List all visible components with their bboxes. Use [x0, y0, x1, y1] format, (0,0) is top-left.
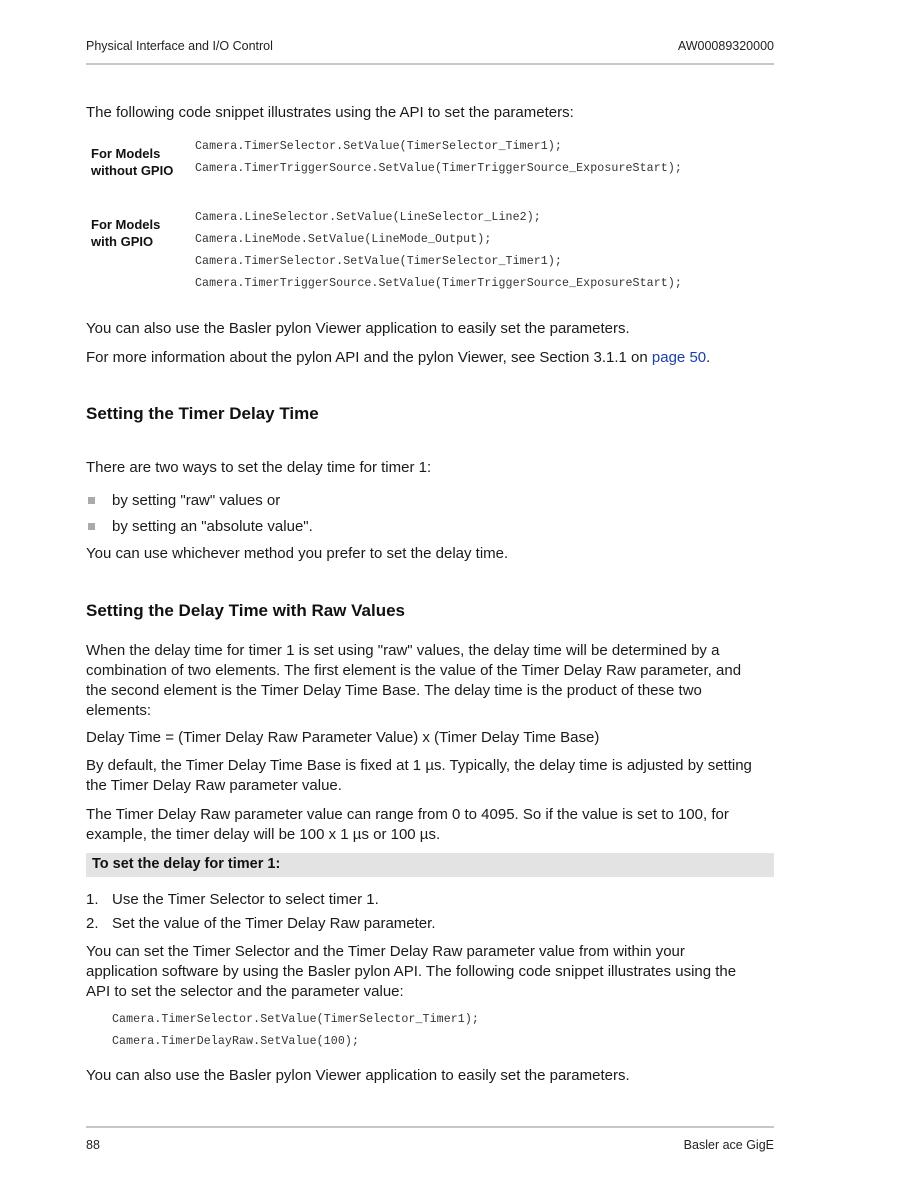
text-line: combination of two elements. The first element is the value of the Timer Delay Raw parameter, and — [86, 662, 742, 679]
text-line: example, the timer delay will be 100 x 1 µs or 100 µs. — [86, 826, 441, 843]
code-group-label — [91, 145, 173, 179]
label-line: For Models — [91, 217, 161, 232]
bullet-marker — [88, 497, 95, 504]
code-line: Camera.TimerTriggerSource.SetValue(TimerTriggerSource_ExposureStart); — [195, 162, 682, 175]
code-group-label — [91, 216, 160, 250]
paragraph: There are two ways to set the delay time for timer 1: — [86, 459, 432, 476]
code-line: Camera.TimerTriggerSource.SetValue(TimerTriggerSource_ExposureStart); — [195, 277, 682, 290]
page-link[interactable]: page 50 — [651, 349, 707, 366]
code-line: Camera.TimerSelector.SetValue(TimerSelector_Timer1); — [195, 255, 562, 268]
paragraph — [86, 942, 776, 1002]
page-number: 88 — [86, 1138, 100, 1152]
paragraph — [86, 805, 776, 845]
header-rule — [86, 63, 774, 65]
step-text: Set the value of the Timer Delay Raw parameter. — [112, 915, 436, 932]
bullet-marker — [88, 523, 95, 530]
step — [86, 914, 776, 934]
section-heading: Setting the Delay Time with Raw Values — [86, 601, 405, 620]
step-number: 1. — [86, 891, 99, 908]
paragraph: You can use whichever method you prefer to set the delay time. — [86, 545, 509, 562]
formula: Delay Time = (Timer Delay Raw Parameter Value) x (Timer Delay Time Base) — [86, 729, 600, 746]
paragraph — [86, 641, 776, 721]
text-line: The Timer Delay Raw parameter value can range from 0 to 4095. So if the value is set to 100, for — [86, 806, 729, 823]
text-line: the second element is the Timer Delay Time Base. The delay time is the product of these two — [86, 682, 702, 699]
viewer-note: You can also use the Basler pylon Viewer application to easily set the parameters. — [86, 320, 630, 337]
text-line: You can set the Timer Selector and the Timer Delay Raw parameter value from within your — [86, 943, 685, 960]
text-line: When the delay time for timer 1 is set using "raw" values, the delay time will be determined by a — [86, 642, 720, 659]
more-info-paragraph — [86, 348, 776, 368]
code-line: Camera.LineMode.SetValue(LineMode_Output); — [195, 233, 492, 246]
intro-paragraph: The following code snippet illustrates using the API to set the parameters: — [86, 104, 574, 121]
code-line: Camera.TimerDelayRaw.SetValue(100); — [112, 1035, 360, 1048]
text-line: By default, the Timer Delay Time Base is fixed at 1 µs. Typically, the delay time is adjusted by setting — [86, 757, 752, 774]
running-header-section: Physical Interface and I/O Control — [86, 39, 273, 53]
procedure-title: To set the delay for timer 1: — [92, 856, 281, 872]
more-info-end: . — [706, 349, 711, 366]
step-text: Use the Timer Selector to select timer 1. — [112, 891, 379, 908]
running-header-doc-id: AW00089320000 — [677, 39, 774, 53]
more-info-text: For more information about the pylon API and the pylon Viewer, see Section 3.1.1 on — [86, 349, 652, 366]
label-line: without GPIO — [91, 163, 174, 178]
label-line: For Models — [91, 146, 161, 161]
viewer-note: You can also use the Basler pylon Viewer application to easily set the parameters. — [86, 1067, 630, 1084]
label-line: with GPIO — [91, 234, 154, 249]
paragraph — [86, 756, 776, 796]
step-number: 2. — [86, 915, 99, 932]
text-line: the Timer Delay Raw parameter value. — [86, 777, 342, 794]
text-line: API to set the selector and the parameter value: — [86, 983, 404, 1000]
text-line: elements: — [86, 702, 152, 719]
section-heading: Setting the Timer Delay Time — [86, 404, 319, 423]
bullet-item: by setting "raw" values or — [112, 492, 281, 509]
footer-rule — [86, 1126, 774, 1128]
code-line: Camera.TimerSelector.SetValue(TimerSelector_Timer1); — [195, 140, 562, 153]
footer-product: Basler ace GigE — [683, 1138, 774, 1152]
bullet-item: by setting an "absolute value". — [112, 518, 313, 535]
code-line: Camera.LineSelector.SetValue(LineSelector_Line2); — [195, 211, 541, 224]
text-line: application software by using the Basler pylon API. The following code snippet illustrates using the — [86, 963, 737, 980]
step — [86, 890, 776, 910]
code-line: Camera.TimerSelector.SetValue(TimerSelector_Timer1); — [112, 1013, 479, 1026]
procedure-heading — [86, 853, 774, 877]
